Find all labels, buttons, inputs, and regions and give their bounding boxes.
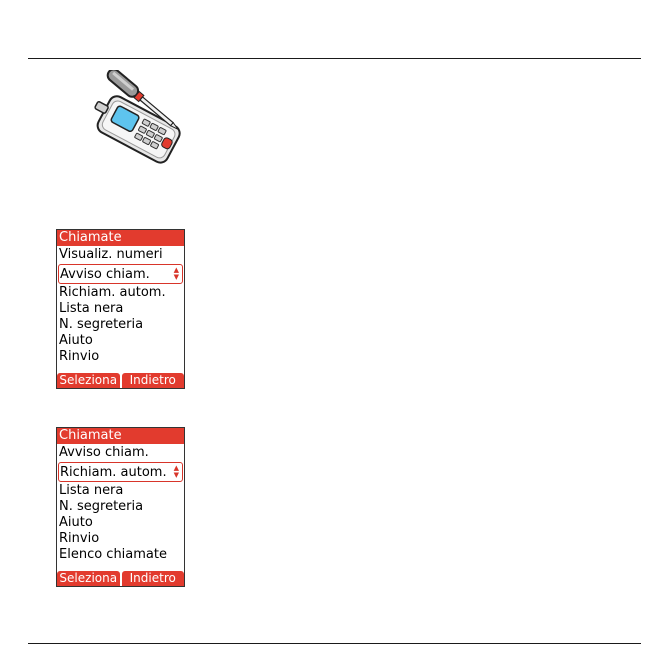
up-down-arrows-icon: ▲ ▼: [173, 266, 179, 281]
menu-item[interactable]: Richiam. autom.: [59, 285, 166, 300]
menu-item[interactable]: Rinvio: [59, 531, 100, 546]
back-softkey[interactable]: Indietro: [122, 571, 185, 586]
menu-item[interactable]: Aiuto: [59, 333, 93, 348]
screen-title: Chiamate: [57, 230, 184, 246]
menu-item[interactable]: Elenco chiamate: [59, 547, 167, 562]
menu-item-selected[interactable]: [58, 462, 183, 482]
select-softkey[interactable]: Seleziona: [57, 373, 120, 388]
back-softkey[interactable]: Indietro: [122, 373, 185, 388]
menu-item[interactable]: Lista nera: [59, 301, 124, 316]
menu-item[interactable]: Avviso chiam.: [59, 445, 149, 460]
menu-list: [57, 247, 184, 365]
screen-title: Chiamate: [57, 428, 184, 444]
phone-with-screwdriver-icon: [80, 70, 195, 175]
phone-screen-1: [56, 229, 185, 389]
softkey-bar: [57, 571, 184, 586]
menu-list: [57, 445, 184, 563]
menu-item[interactable]: Lista nera: [59, 483, 124, 498]
top-divider: [28, 58, 641, 59]
menu-item[interactable]: Aiuto: [59, 515, 93, 530]
menu-item-selected[interactable]: [58, 264, 183, 284]
up-down-arrows-icon: ▲ ▼: [173, 464, 179, 479]
softkey-bar: [57, 373, 184, 388]
menu-item-label: Avviso chiam.: [60, 267, 150, 282]
menu-item-label: Richiam. autom.: [60, 465, 167, 480]
menu-item[interactable]: N. segreteria: [59, 499, 144, 514]
menu-item[interactable]: Rinvio: [59, 349, 100, 364]
bottom-divider: [28, 643, 641, 644]
menu-item[interactable]: Visualiz. numeri: [59, 247, 163, 262]
phone-screen-2: [56, 427, 185, 587]
select-softkey[interactable]: Seleziona: [57, 571, 120, 586]
menu-item[interactable]: N. segreteria: [59, 317, 144, 332]
